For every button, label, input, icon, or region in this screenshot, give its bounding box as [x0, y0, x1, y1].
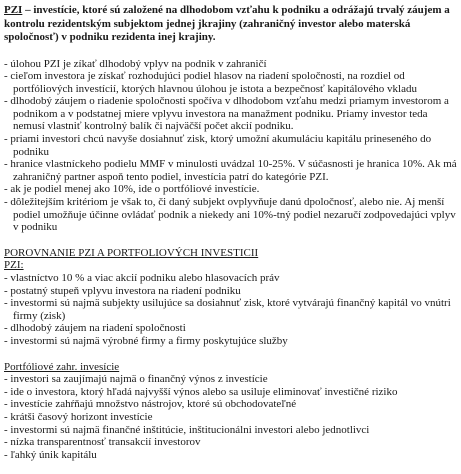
intro-lead: PZI: [4, 4, 23, 16]
list-item: - cieľom investora je získať rozhodujúci podiel hlasov na riadení spoločnosti, na rozdiel od portfóliových investícií, ktorých hlavnou úlohou je istota a bezpečnosť kapitálového vkladu: [4, 70, 417, 95]
intro-text: – investície, ktoré sú založené na dlhodobom vzťahu k podniku a odrážajú trvalý záujem a kontrolu rezidentským subjektom jednej jkrajiny (zahraničný investor alebo materská spoločnosť) v podniku rezidenta inej krajiny.: [4, 4, 450, 43]
list-item: - krátši časový horizont investície: [4, 410, 153, 423]
list-item: - investori sa zaujímajú najmä o finančný výnos z investície: [4, 373, 268, 386]
document-page: [4, 4, 457, 461]
list-item: - priami investori chcú navyše dosiahnuť zisk, ktorý umožní akumuláciu kapitálu prineseného do podniku: [4, 133, 432, 158]
list-item: - vlastníctvo 10 % a viac akcií podniku alebo hlasovacích práv: [4, 272, 280, 284]
pzi-definition-list: [4, 58, 457, 234]
list-item: - úlohou PZI je zíkať dlhodobý vplyv na podnik v zahraničí: [4, 57, 267, 70]
list-item: - postatný stupeň vplyvu investora na riadení podniku: [4, 284, 241, 297]
pzi-subheading: PZI:: [4, 259, 24, 272]
spacer: [4, 348, 457, 361]
list-item: - investormi sú najmä výrobné firmy a firmy poskytujúce služby: [4, 334, 288, 347]
comparison-heading: POROVNANIE PZI A PORTFOLIOVÝCH INVESTICII: [4, 246, 259, 259]
pzi-comparison-list: [4, 272, 457, 348]
portfolio-list: [4, 373, 457, 461]
list-item: - ide o investora, ktorý hľadá najvyšší výnos alebo sa usiluje eliminovať investičné riziko: [4, 385, 398, 398]
list-item: - investície zahŕňajú množstvo nástrojov, ktoré sú obchodovateľné: [4, 398, 297, 411]
list-item: - investormi sú najmä subjekty usilujúce sa dosiahnuť zisk, ktoré vytvárajú finančný kapitál vo vnútri firmy (zisk): [4, 297, 451, 322]
intro-paragraph: [4, 4, 457, 45]
list-item: - ak je podiel menej ako 10%, ide o portfóliové investície.: [4, 183, 260, 196]
list-item: - hranice vlastníckeho podielu MMF v minulosti uvádzal 10-25%. V súčasnosti je hranica 10%. Ak má zahraničný partner aspoň tento podiel, investícia patrí do kategórie PZI.: [4, 158, 457, 183]
list-item: - dôležitejším kritériom je však to, či daný subjekt ovplyvňuje danú dpoločnosť, alebo nie. Aj menší podiel umožňuje účinne ovládať podnik a niekedy ani 10%-tný podiel nezaručí zodpovedajúci vplyv v podniku: [4, 196, 456, 234]
list-item: - investormi sú najmä finančné inštitúcie, inštitucionálni investori alebo jednotlivci: [4, 423, 370, 436]
spacer: [4, 234, 457, 247]
list-item: - dlhodobý záujem o riadenie spoločnosti spočíva v dlhodobom vzťahu medzi priamym investorom a podnikom a v podstatnej miere vplyvu investora na manažment podniku. Priamy investor teda nemusí vlastniť kontrolný balík či najväčší počet akcií podniku.: [4, 95, 449, 133]
list-item: - dlhodobý záujem na riadení spoločnosti: [4, 322, 186, 335]
list-item: - nízka transparentnosť transakcií investorov: [4, 436, 201, 449]
portfolio-subheading: Portfóliové zahr. invesície: [4, 360, 120, 373]
list-item: - ľahký únik kapitálu: [4, 448, 97, 461]
